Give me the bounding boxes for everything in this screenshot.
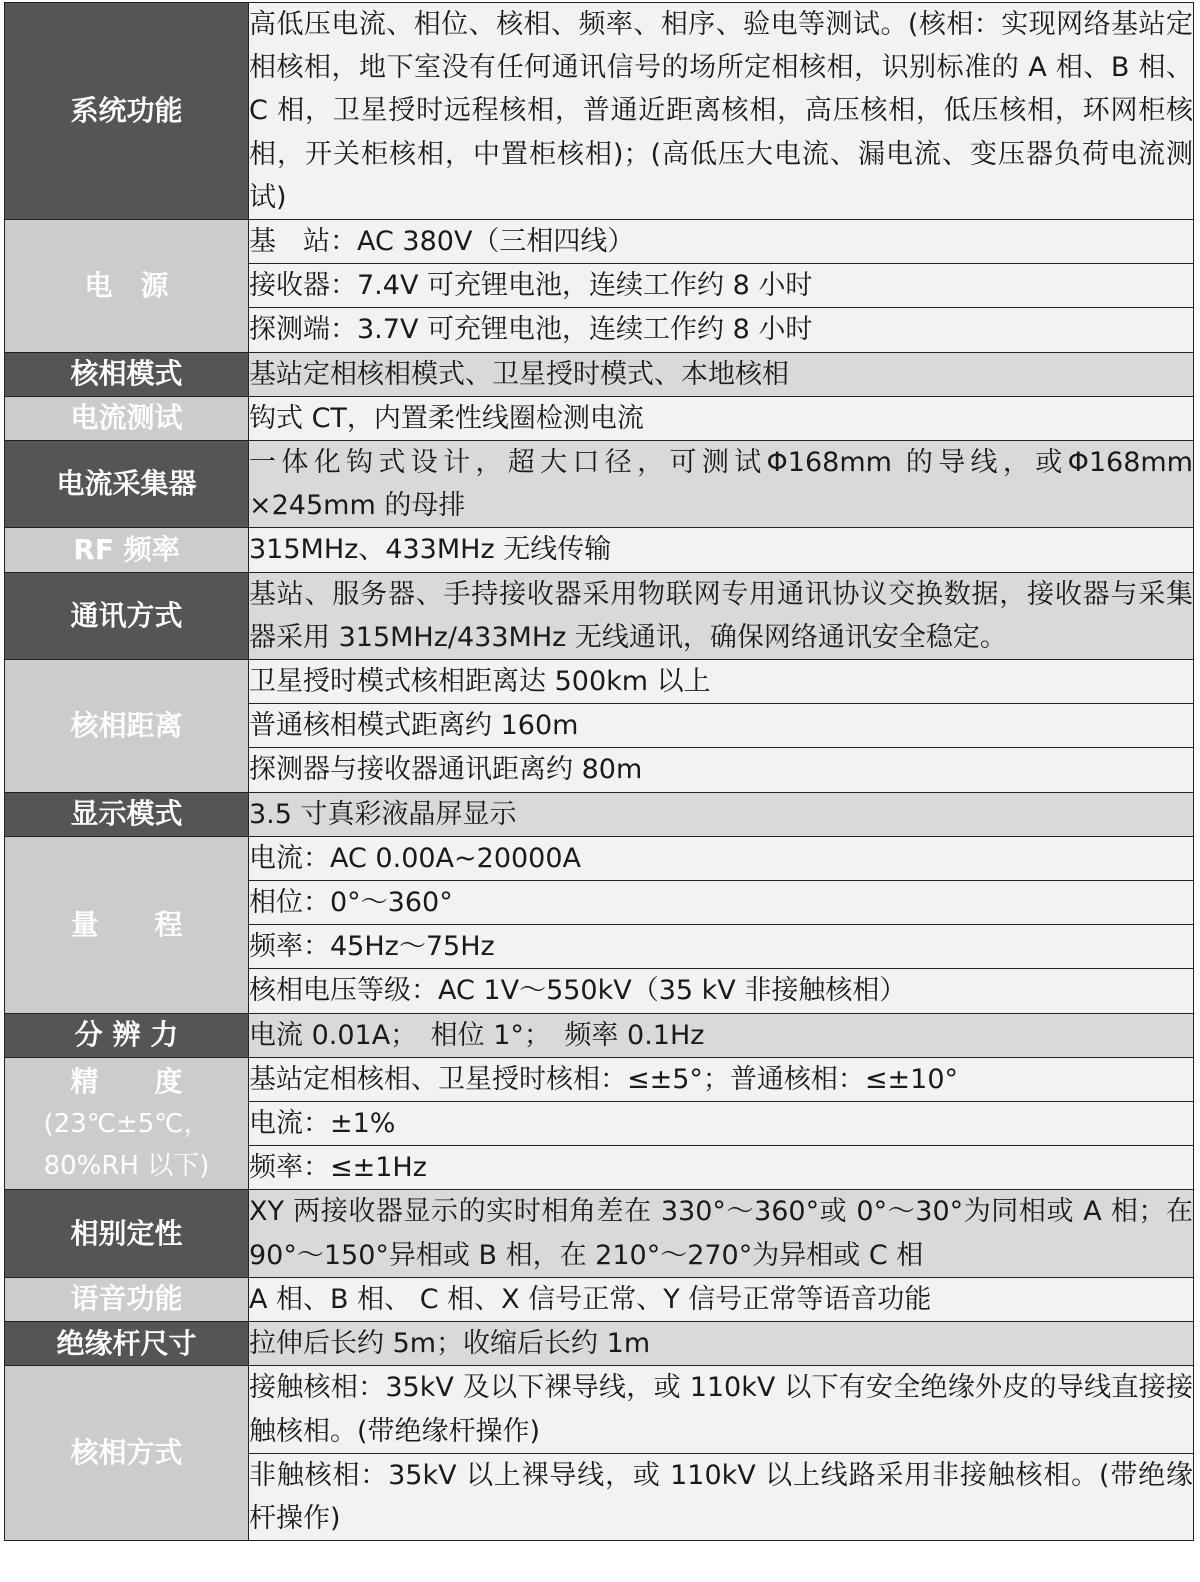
row-label-phasing-mode: 核相模式 xyxy=(5,352,249,396)
row-label-phasing-distance: 核相距离 xyxy=(5,660,249,793)
spec-table xyxy=(4,2,1194,1541)
row-label-range: 量 程 xyxy=(5,836,249,1013)
row-value: XY 两接收器显示的实时相角差在 330°～360°或 0°～30°为同相或 A 相；在 90°～150°异相或 B 相，在 210°～270°为异相或 C 相 xyxy=(249,1190,1194,1277)
row-label-rf-frequency: RF 频率 xyxy=(5,528,249,572)
table-row xyxy=(5,836,1194,880)
table-row xyxy=(5,660,1194,704)
table-row xyxy=(5,1190,1194,1277)
row-value: 基站定相核相、卫星授时核相：≤±5°；普通核相：≤±10° xyxy=(249,1057,1194,1101)
table-row xyxy=(5,220,1194,264)
row-value: 频率：≤±1Hz xyxy=(249,1146,1194,1190)
row-value: A 相、B 相、 C 相、X 信号正常、Y 信号正常等语音功能 xyxy=(249,1277,1194,1321)
row-value: 基站、服务器、手持接收器采用物联网专用通讯协议交换数据，接收器与采集器采用 315MHz/433MHz 无线通讯，确保网络通讯安全稳定。 xyxy=(249,572,1194,659)
table-row xyxy=(5,572,1194,659)
row-label-phasing-method: 核相方式 xyxy=(5,1366,249,1541)
row-label-current-test: 电流测试 xyxy=(5,396,249,440)
row-label-resolution: 分 辨 力 xyxy=(5,1013,249,1057)
row-value: 频率：45Hz～75Hz xyxy=(249,925,1194,969)
row-value: 基站定相核相模式、卫星授时模式、本地核相 xyxy=(249,352,1194,396)
row-value: 315MHz、433MHz 无线传输 xyxy=(249,528,1194,572)
row-value: 相位：0°～360° xyxy=(249,881,1194,925)
table-row xyxy=(5,1277,1194,1321)
row-label-display-mode: 显示模式 xyxy=(5,792,249,836)
row-label-system-function: 系统功能 xyxy=(5,3,249,220)
row-label-phase-identification: 相别定性 xyxy=(5,1190,249,1277)
row-value: 基 站：AC 380V（三相四线） xyxy=(249,220,1194,264)
row-value: 接触核相：35kV 及以下裸导线，或 110kV 以下有安全绝缘外皮的导线直接接触核相。(带绝缘杆操作) xyxy=(249,1366,1194,1453)
row-value: 探测器与接收器通讯距离约 80m xyxy=(249,748,1194,792)
table-row xyxy=(5,1366,1194,1453)
table-row xyxy=(5,528,1194,572)
row-label-voice-function: 语音功能 xyxy=(5,1277,249,1321)
table-row xyxy=(5,1057,1194,1101)
row-value: 电流：±1% xyxy=(249,1102,1194,1146)
table-row xyxy=(5,441,1194,528)
accuracy-title: 精 度 xyxy=(70,1064,183,1098)
row-value: 卫星授时模式核相距离达 500km 以上 xyxy=(249,660,1194,704)
row-label-insulating-rod-size: 绝缘杆尺寸 xyxy=(5,1322,249,1366)
row-value: 高低压电流、相位、核相、频率、相序、验电等测试。(核相：实现网络基站定相核相，地下室没有任何通讯信号的场所定相核相，识别标准的 A 相、B 相、C 相，卫星授时远程核相，普通近距离核相，高压核相，低压核相，环网柜核相，开关柜核相，中置柜核相)；(高低压大电流、漏电流、变压器负荷电流测试) xyxy=(249,3,1194,220)
table-row xyxy=(5,3,1194,220)
row-label-accuracy xyxy=(5,1057,249,1190)
table-row xyxy=(5,1322,1194,1366)
row-label-current-collector: 电流采集器 xyxy=(5,441,249,528)
table-row xyxy=(5,1013,1194,1057)
row-value: 一体化钩式设计，超大口径，可测试Φ168mm 的导线，或Φ168mm ×245mm 的母排 xyxy=(249,441,1194,528)
row-value: 电流：AC 0.00A~20000A xyxy=(249,836,1194,880)
row-value: 非触核相：35kV 以上裸导线，或 110kV 以上线路采用非接触核相。(带绝缘杆操作) xyxy=(249,1453,1194,1540)
row-value: 普通核相模式距离约 160m xyxy=(249,704,1194,748)
table-row xyxy=(5,792,1194,836)
row-value: 接收器：7.4V 可充锂电池，连续工作约 8 小时 xyxy=(249,264,1194,308)
table-row xyxy=(5,396,1194,440)
row-value: 钩式 CT，内置柔性线圈检测电流 xyxy=(249,396,1194,440)
row-value: 探测端：3.7V 可充锂电池，连续工作约 8 小时 xyxy=(249,308,1194,352)
row-value: 3.5 寸真彩液晶屏显示 xyxy=(249,792,1194,836)
accuracy-conditions: (23℃±5℃，80%RH 以下) xyxy=(43,1108,210,1181)
row-value: 电流 0.01A； 相位 1°； 频率 0.1Hz xyxy=(249,1013,1194,1057)
row-label-communication: 通讯方式 xyxy=(5,572,249,659)
table-row xyxy=(5,352,1194,396)
row-value: 核相电压等级：AC 1V～550kV（35 kV 非接触核相） xyxy=(249,969,1194,1013)
row-value: 拉伸后长约 5m；收缩后长约 1m xyxy=(249,1322,1194,1366)
row-label-power-supply: 电 源 xyxy=(5,220,249,353)
